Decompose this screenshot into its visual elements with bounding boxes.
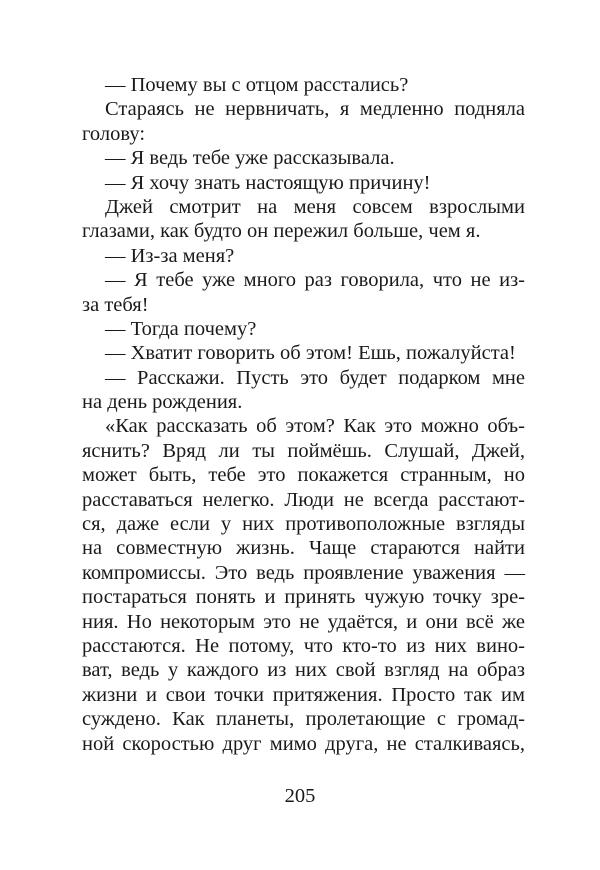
- text-line: Стараясь не нервничать, я медленно подняла: [105, 98, 525, 121]
- text-line: — Тогда почему?: [105, 317, 257, 340]
- text-line: жизни и свои точки притяжения. Просто так им: [82, 683, 525, 706]
- text-line: — Я ведь тебе уже рассказывала.: [105, 147, 395, 170]
- text-line: ния. Но некоторым это не удаётся, и они всё же: [82, 610, 525, 633]
- text-line: — Почему вы с отцом расстались?: [105, 74, 409, 96]
- text-line: на совместную жизнь. Чаще стараются найти: [82, 537, 525, 560]
- text-line: — Я тебе уже много раз говорила, что не из-: [105, 269, 525, 292]
- text-line: Джей смотрит на меня совсем взрослыми: [105, 195, 525, 218]
- text-line: расставаться нелегко. Люди не всегда расстают-: [82, 488, 525, 511]
- text-line: расстаются. Не потому, что кто-то из них вино-: [82, 634, 525, 657]
- text-line: суждено. Как планеты, пролетающие с громад-: [82, 708, 525, 731]
- page-number: 205: [284, 785, 316, 807]
- text-line: за тебя!: [82, 293, 149, 316]
- text-line: ся, даже если у них противоположные взгляды: [82, 513, 525, 536]
- text-line: на день рождения.: [82, 391, 243, 414]
- text-line: — Из-за меня?: [105, 244, 235, 267]
- text-line: ной скоростью друг мимо друга, не сталкиваясь,: [82, 732, 525, 755]
- text-line: яснить? Вряд ли ты поймёшь. Слушай, Джей,: [82, 439, 525, 462]
- text-line: «Как рассказать об этом? Как это можно объ-: [105, 415, 525, 438]
- text-line: компромиссы. Это ведь проявление уважения —: [82, 561, 525, 584]
- text-line: — Расскажи. Пусть это будет подарком мне: [105, 366, 525, 389]
- text-line: — Я хочу знать настоящую причину!: [105, 171, 431, 194]
- text-line: глазами, как будто он пережил больше, чем я.: [82, 220, 481, 243]
- text-line: ват, ведь у каждого из них свой взгляд на образ: [82, 659, 525, 682]
- text-line: постараться понять и принять чужую точку зре-: [82, 586, 525, 609]
- page-text: [82, 73, 525, 756]
- text-line: может быть, тебе это покажется странным, но: [82, 464, 525, 487]
- text-line: — Хватит говорить об этом! Ешь, пожалуйста!: [105, 342, 516, 365]
- text-line: голову:: [82, 122, 146, 145]
